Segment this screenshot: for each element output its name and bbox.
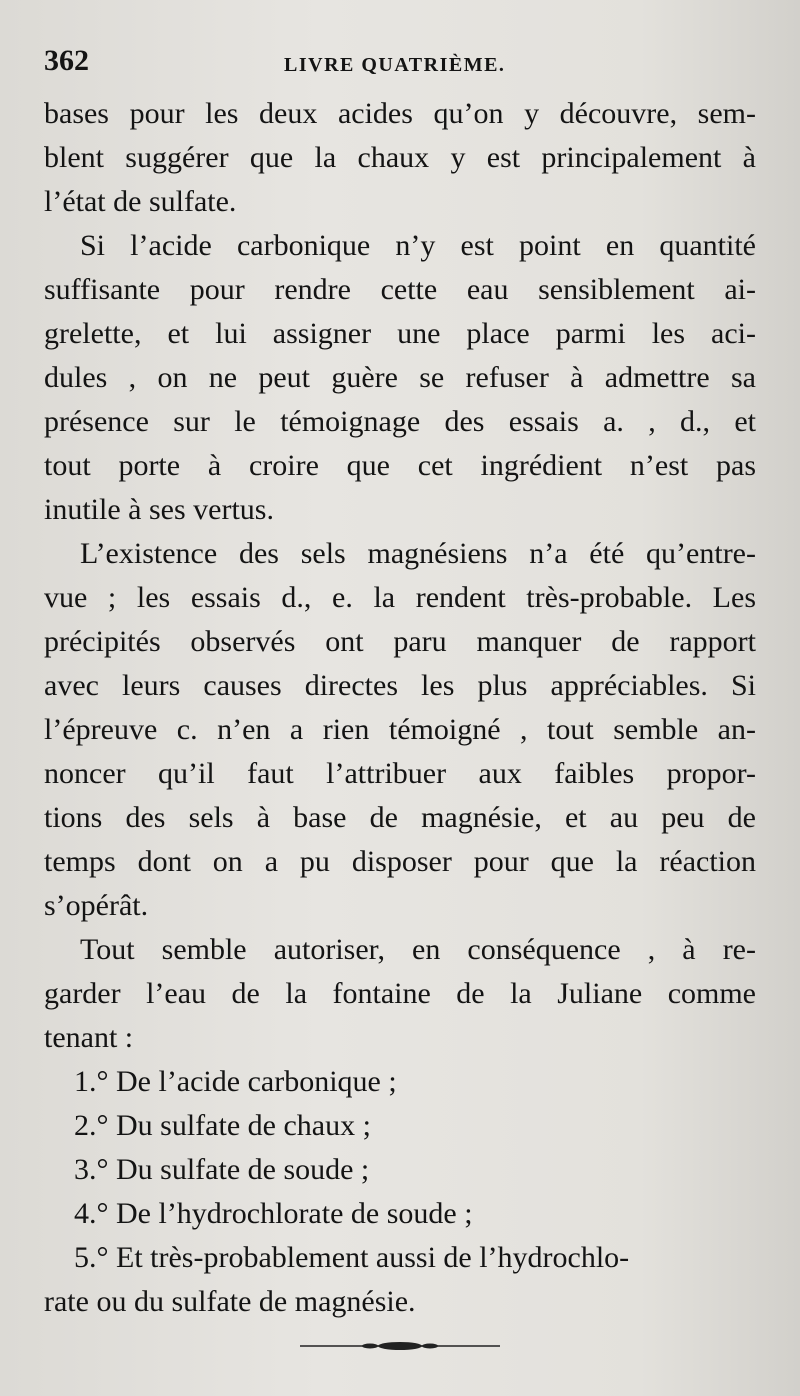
text-line: s’opérât. — [44, 889, 149, 922]
text-line: inutile à ses vertus. — [44, 493, 274, 526]
text-line: bases pour les deux acides qu’on y découvre, sem- — [44, 97, 756, 130]
text-line: Tout semble autoriser, en conséquence , à re- — [80, 933, 756, 966]
list-item: 5.° Et très-probablement aussi de l’hydrochlo- — [74, 1241, 630, 1274]
text-line: tenant : — [44, 1021, 134, 1054]
text-line: noncer qu’il faut l’attribuer aux faibles propor- — [44, 757, 756, 790]
text-line: tout porte à croire que cet ingrédient n’est pas — [44, 449, 756, 482]
text-line: grelette, et lui assigner une place parmi les aci- — [44, 317, 756, 350]
text-line: tions des sels à base de magnésie, et au peu de — [44, 801, 756, 834]
text-line: l’épreuve c. n’en a rien témoigné , tout semble an- — [44, 713, 756, 746]
text-line: blent suggérer que la chaux y est principalement à — [44, 141, 756, 174]
list-item: 3.° Du sulfate de soude ; — [74, 1153, 370, 1186]
text-line: L’existence des sels magnésiens n’a été qu’entre- — [80, 537, 756, 570]
text-line: garder l’eau de la fontaine de la Juliane comme — [44, 977, 756, 1010]
text-line: suffisante pour rendre cette eau sensiblement ai- — [44, 273, 756, 306]
text-line: l’état de sulfate. — [44, 185, 237, 218]
text-line: Si l’acide carbonique n’y est point en quantité — [80, 229, 756, 262]
tailpiece-ornament-icon — [300, 1336, 500, 1356]
text-line: temps dont on a pu disposer pour que la réaction — [44, 845, 756, 878]
list-item: 4.° De l’hydrochlorate de soude ; — [74, 1197, 473, 1230]
list-item: 2.° Du sulfate de chaux ; — [74, 1109, 371, 1142]
text-line: précipités observés ont paru manquer de rapport — [44, 625, 756, 658]
list-item: 1.° De l’acide carbonique ; — [74, 1065, 397, 1098]
text-line: vue ; les essais d., e. la rendent très-probable. Les — [44, 581, 756, 614]
running-head — [44, 44, 760, 84]
chapter-header: LIVRE QUATRIÈME. — [284, 54, 506, 76]
text-line: présence sur le témoignage des essais a. , d., et — [44, 405, 756, 438]
page-number: 362 — [44, 44, 89, 77]
text-line: avec leurs causes directes les plus appréciables. Si — [44, 669, 756, 702]
text-line: dules , on ne peut guère se refuser à admettre sa — [44, 361, 756, 394]
body-text — [44, 92, 756, 1324]
list-item-continuation: rate ou du sulfate de magnésie. — [44, 1285, 416, 1318]
